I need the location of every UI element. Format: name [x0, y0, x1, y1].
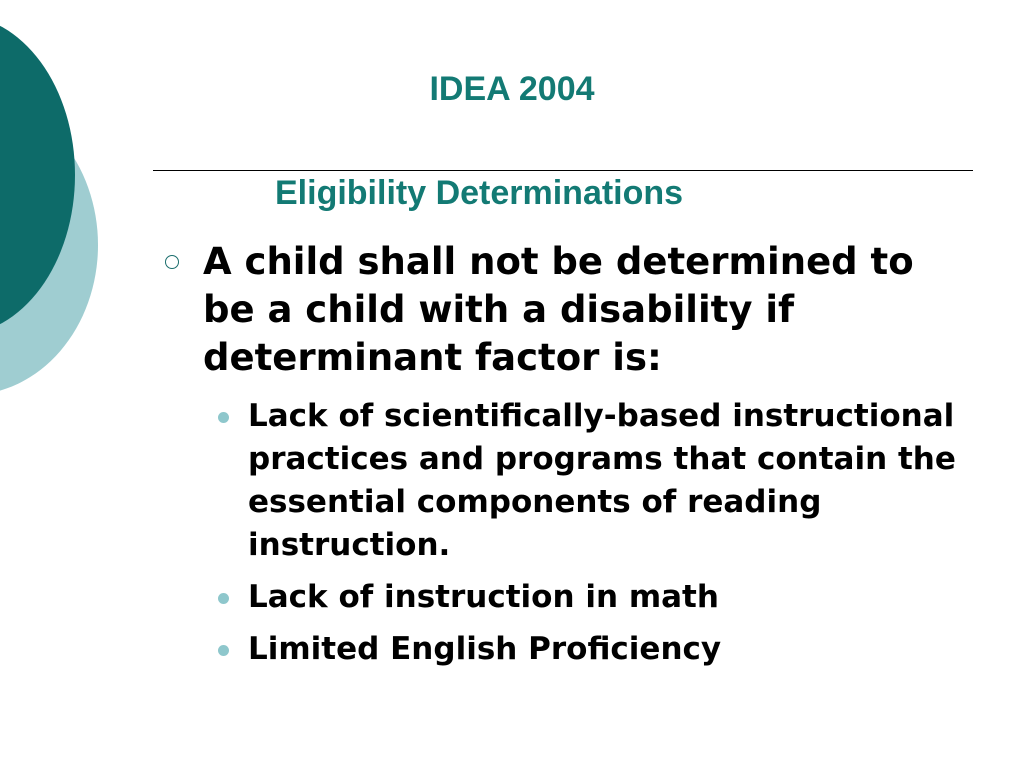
- sub-bullet-item: [218, 395, 998, 567]
- slide-title: IDEA 2004: [429, 70, 595, 108]
- dot-bullet-icon: [218, 645, 229, 656]
- sub-bullet-text: Lack of scientifically-based instructional practices and programs that contain the essential components of reading instruction.: [248, 398, 956, 563]
- dot-bullet-icon: [218, 412, 229, 423]
- sub-bullet-text: Limited English Proficiency: [248, 631, 722, 667]
- hollow-circle-bullet-icon: [165, 255, 179, 269]
- sub-bullet-list: [218, 395, 998, 680]
- sub-bullet-item: [218, 576, 998, 619]
- sub-bullet-text: Lack of instruction in math: [248, 579, 719, 615]
- dot-bullet-icon: [218, 593, 229, 604]
- title-divider: [153, 170, 973, 171]
- slide-subtitle: Eligibility Determinations: [275, 174, 684, 212]
- main-bullet-text: A child shall not be determined to be a child with a disability if determinant factor is:: [203, 240, 914, 379]
- sub-bullet-item: [218, 628, 998, 671]
